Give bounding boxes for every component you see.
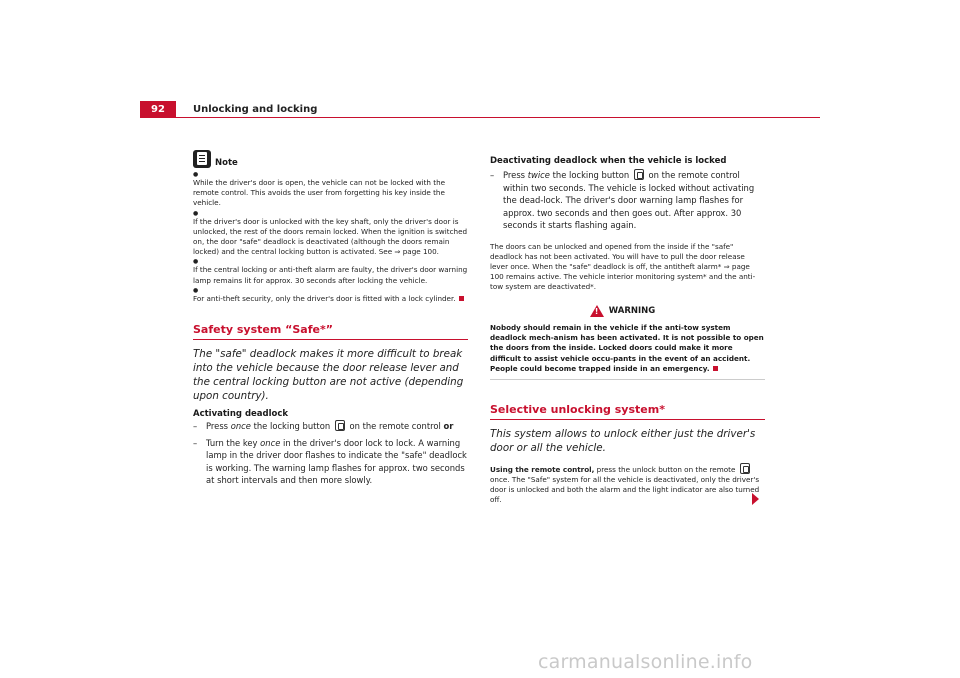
note-bullet-text: If the central locking or anti-theft alarm are faulty, the driver's door warning lamp remains lit for approx. 30 seconds after locking the vehicle. [193, 265, 468, 285]
step-text: in the driver's door lock to lock. A warning lamp in the driver door flashes to indicate the "safe" deadlock is working. The warning lamp flashes for approx. two seconds at short intervals and then more slowly. [206, 437, 467, 486]
step-text: Press [503, 170, 526, 180]
note-bullet-2 [193, 210, 468, 258]
note-header [193, 150, 468, 168]
section-title-selective: Selective unlocking system* [490, 403, 765, 420]
left-column [193, 150, 468, 487]
step-text: Turn the key [206, 437, 258, 448]
activating-heading: Activating deadlock [193, 409, 289, 420]
step-text: the locking button [253, 421, 331, 432]
step-text: on the remote control within two seconds. The vehicle is locked without activating the dead-lock. The driver's door warning lamp flashes for approx. two seconds and then goes out. After approx. 30 seconds it starts flashing again. [503, 170, 755, 230]
lock-button-icon [634, 169, 644, 180]
end-of-section-mark [713, 366, 718, 371]
note-label: Note [215, 158, 238, 168]
activating-step-1 [193, 420, 468, 433]
paragraph-bold-lead: Using the remote control, [490, 464, 595, 474]
paragraph-text: press the unlock button on the remote [596, 464, 736, 474]
page-number: 92 [140, 101, 176, 118]
step-text: on the remote control [349, 421, 441, 432]
activating-step-2 [193, 437, 468, 487]
unlock-button-icon [740, 463, 750, 474]
section-title-safe: Safety system “Safe*” [193, 323, 468, 340]
page-title: Unlocking and locking [193, 104, 318, 115]
note-bullet-3 [193, 258, 468, 285]
deadlock-paragraph: The doors can be unlocked and opened from the inside if the "safe" deadlock has not been activated. You will have to pull the door release lever once. When the "safe" deadlock is off, the antitheft alarm* ⇒ page 100 remains active. The vehicle interior monitoring system* and the anti-tow system are deactivated*. [490, 241, 756, 292]
step-emphasis: once [260, 437, 281, 448]
deactivating-heading: Deactivating deadlock when the vehicle is locked [490, 156, 727, 166]
warning-triangle-icon [590, 305, 604, 317]
warning-text [490, 321, 765, 379]
continue-arrow-icon [752, 493, 759, 505]
right-column [490, 150, 765, 505]
warning-header [490, 301, 765, 321]
note-box [193, 150, 468, 304]
warning-label: WARNING [608, 305, 656, 316]
warning-body-text: Nobody should remain in the vehicle if the anti-tow system deadlock mech-anism has been activated. It is not possible to open the doors from the inside. Locked doors could make it more difficult to assist vehicle occu-pants in the event of an accident. People could become trapped inside in an emergency. [490, 322, 764, 374]
end-of-section-mark [459, 296, 464, 301]
step-emphasis: once [230, 421, 251, 432]
step-text: the locking button [552, 170, 630, 180]
note-bullet-text: For anti-theft security, only the driver's door is fitted with a lock cylinder. [193, 293, 456, 303]
step-emphasis: twice [527, 170, 550, 180]
deactivating-step [490, 169, 765, 232]
note-bullet-4 [193, 287, 468, 304]
note-page-icon [193, 150, 211, 168]
note-bullet-1 [193, 171, 468, 209]
header-rule [140, 117, 820, 118]
note-bullet-text: While the driver's door is open, the vehicle can not be locked with the remote control. This avoids the user from forgetting his key inside the vehicle. [193, 178, 446, 208]
warning-box [490, 301, 765, 380]
watermark: carmanualsonline.info [538, 651, 753, 673]
remote-control-paragraph [490, 463, 765, 506]
note-bullet-text: If the driver's door is unlocked with the key shaft, only the driver's door is unlocked, the rest of the doors remain locked. When the ignition is switched on, the door "safe" deadlock is deactivated (although the doors remain locked) and the central locking button is activated. See ⇒ page 100. [193, 216, 468, 257]
section-lead-safe: The "safe" deadlock makes it more difficult to break into the vehicle because the door release lever and the central locking button are not active (depending upon country). [193, 348, 464, 403]
lock-button-icon [335, 420, 345, 431]
step-or: or [443, 421, 454, 432]
section-lead-selective: This system allows to unlock either just the driver's door or all the vehicle. [490, 427, 756, 454]
step-text: Press [206, 421, 229, 432]
paragraph-text: once. The "Safe" system for all the vehicle is deactivated, only the driver's door is unlocked and both the alarm and the light indicator are also turned off. [490, 474, 760, 505]
